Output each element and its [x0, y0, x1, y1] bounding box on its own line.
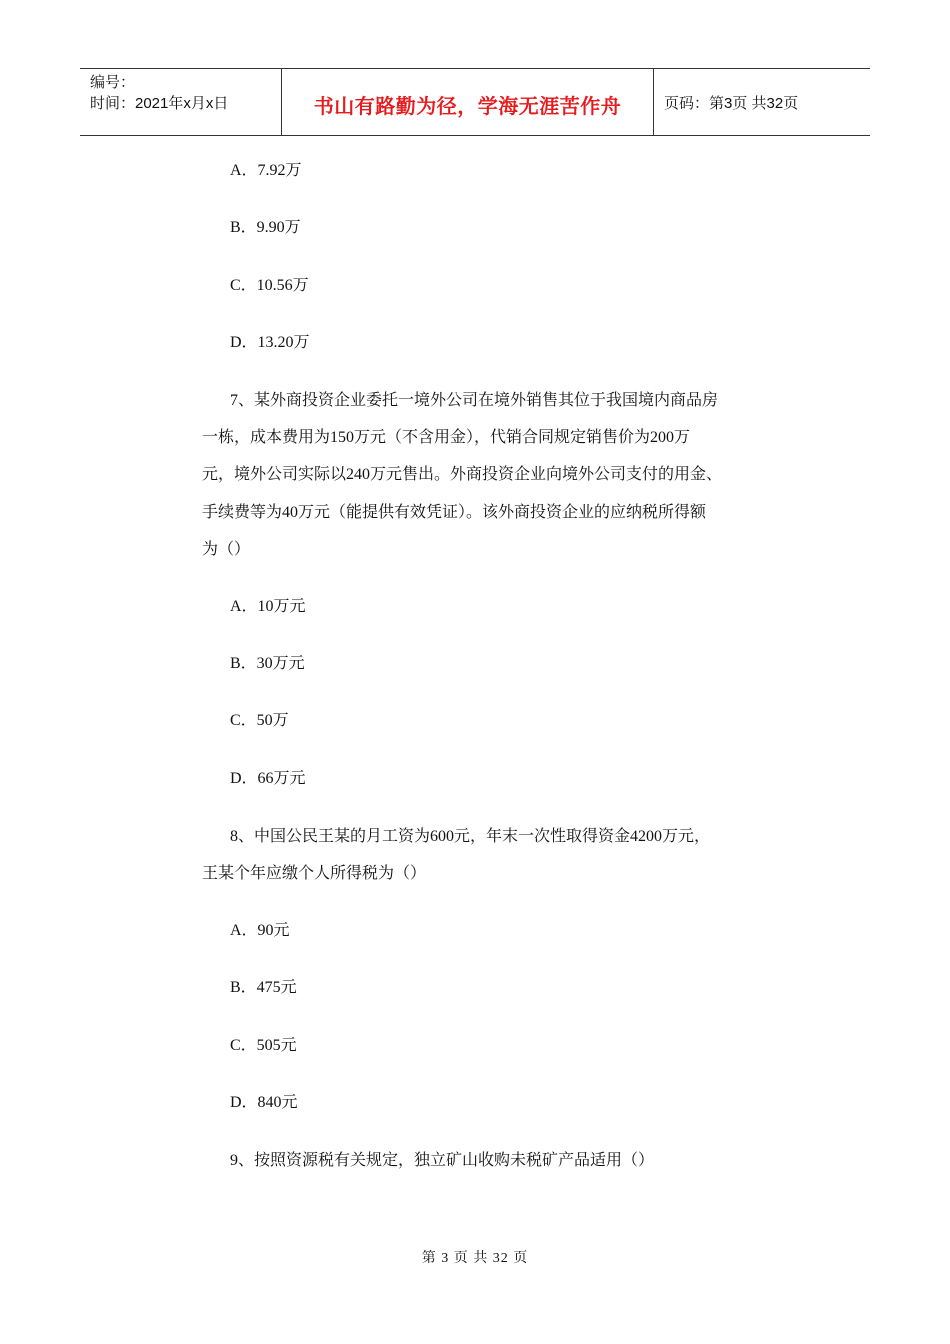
header-page-info: 页码：第3页 共32页	[664, 94, 799, 112]
q7-line-5: 为（）	[202, 541, 251, 558]
header-left-cell	[80, 69, 282, 135]
q8-option-a: A．90元	[230, 922, 290, 939]
q8-line-2: 王某个年应缴个人所得税为（）	[202, 865, 427, 882]
q7-option-b: B．30万元	[230, 655, 305, 672]
q8-option-b: B．475元	[230, 979, 297, 996]
q6-option-d: D．13.20万	[230, 334, 310, 351]
q9-line-1: 9、按照资源税有关规定，独立矿山收购未税矿产品适用（）	[230, 1152, 655, 1169]
q7-line-3: 元，境外公司实际以240万元售出。外商投资企业向境外公司支付的用金、	[202, 466, 723, 483]
q6-option-b: B．9.90万	[230, 219, 301, 236]
q7-line-1: 7、某外商投资企业委托一境外公司在境外销售其位于我国境内商品房	[230, 392, 719, 409]
document-number-label: 编号：	[90, 74, 136, 91]
q6-option-a: A．7.92万	[230, 162, 302, 179]
q7-line-4: 手续费等为40万元（能提供有效凭证）。该外商投资企业的应纳税所得额	[202, 504, 707, 521]
q7-option-d: D．66万元	[230, 770, 306, 787]
q8-line-1: 8、中国公民王某的月工资为600元，年末一次性取得资金4200万元，	[230, 828, 711, 845]
page-header	[80, 68, 870, 136]
document-time-label: 时间：2021年x月x日	[90, 95, 229, 112]
q6-option-c: C．10.56万	[230, 277, 309, 294]
q7-line-2: 一栋，成本费用为150万元（不含用金），代销合同规定销售价为200万	[202, 429, 691, 446]
q8-option-d: D．840元	[230, 1094, 298, 1111]
q7-option-c: C．50万	[230, 712, 289, 729]
q7-option-a: A．10万元	[230, 598, 306, 615]
q8-option-c: C．505元	[230, 1037, 297, 1054]
page-footer: 第 3 页 共 32 页	[421, 1251, 529, 1266]
header-motto: 书山有路勤为径，学海无涯苦作舟	[282, 69, 654, 135]
